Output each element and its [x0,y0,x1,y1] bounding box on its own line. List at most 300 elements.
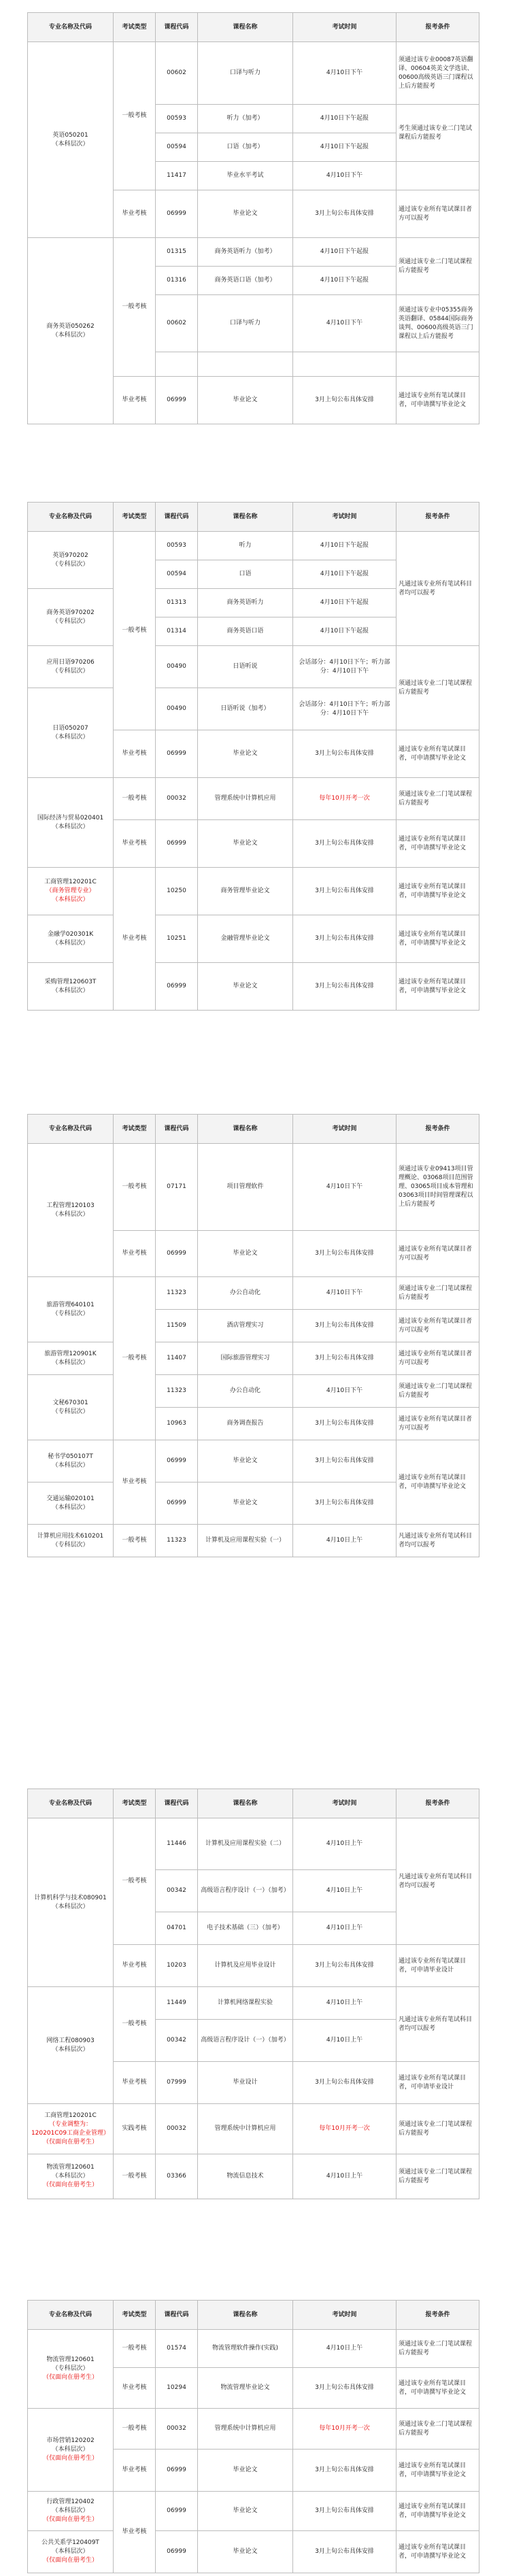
cell-note: （本科层次） [52,1903,89,1910]
cell-text: 国际经济与贸易020401 [37,814,104,821]
cell-text: 毕业考核 [122,396,147,403]
cell-note: （本科层次） [52,733,89,741]
table-row [28,1525,479,1557]
cell-text: 04701 [167,1925,186,1931]
table-cell [198,1525,293,1557]
table-cell [156,868,198,915]
table-cell [293,190,397,238]
table-cell [397,820,479,868]
cell-text: 毕业考核 [122,2079,147,2086]
table-row [28,868,479,915]
cell-text: 4月10日上午 [326,2037,363,2044]
cell-text: 10963 [167,1420,186,1427]
cell-text: 3月上旬公布具体安排 [315,1322,374,1329]
header-major: 专业名称及代码 [28,1115,114,1144]
table-cell [156,2062,198,2104]
cell-text: 4月10日下午 [326,172,363,179]
table-cell [198,1440,293,1482]
cell-text: 须通过该专业中05355商务英语翻译、05844国际商务谈判、00600高级英语三门课程以上后方能报考 [399,306,473,340]
cell-text: 00602 [167,320,186,326]
table-cell [293,2409,397,2450]
cell-text: 工商管理120201C [44,2112,97,2119]
table-cell [397,2492,479,2531]
table-cell [28,963,114,1011]
cell-text: 商务英语听力（加考） [214,248,276,255]
cell-text: 4月10日下午 [326,1387,363,1394]
table-cell [397,377,479,424]
table-cell [397,2330,479,2368]
table-row [28,778,479,820]
header-requirement: 报考条件 [397,2301,479,2330]
table-cell [156,1277,198,1310]
cell-text: 毕业考核 [122,1478,147,1485]
header-course-name: 课程名称 [198,2301,293,2330]
table-cell [198,1144,293,1231]
table-cell [156,295,198,352]
table-cell [293,963,397,1011]
table-header-row [28,503,479,532]
cell-text: 一般考核 [122,795,147,802]
table-cell [198,646,293,688]
table-cell [293,915,397,963]
cell-note: （本科层次） [52,939,89,947]
table-cell [156,1375,198,1408]
cell-note: （本科层次） [52,140,89,148]
cell-note: （专业调整为： [48,2120,92,2128]
table-cell [293,1870,397,1912]
table-cell [198,2368,293,2409]
cell-text: 00032 [167,2125,186,2132]
table-cell [28,2154,114,2199]
cell-text: 毕业考核 [122,2384,147,2391]
table-cell [397,1440,479,1525]
table-cell [293,162,397,190]
table-cell [293,1342,397,1375]
cell-text: 口译与听力 [229,320,260,326]
table-cell [198,915,293,963]
cell-text: 口译与听力 [229,69,260,76]
table-cell [198,2531,293,2573]
cell-note: （专科层次） [52,667,89,675]
cell-text: 凡通过该专业所有笔试科目者均可以报考 [399,1873,473,1889]
cell-text: 毕业考核 [122,935,147,942]
cell-text: 3月上旬公布具体安排 [315,840,374,847]
cell-text: 每年10月开考一次 [319,795,370,802]
exam-table-3 [27,1114,479,1557]
cell-text: 应用日语970206 [46,658,95,666]
table-cell [293,1277,397,1310]
cell-text: 4月10日下午起报 [320,571,369,577]
cell-text: 须通过该专业二门笔试课程后方能报考 [399,2340,473,2356]
table-cell [156,778,198,820]
table-cell [397,730,479,778]
cell-text: 旅游管理120901K [44,1350,97,1357]
table-cell [156,105,198,133]
table-cell [293,1945,397,1987]
table-cell [293,1818,397,1870]
table-cell [198,820,293,868]
table-cell [293,688,397,730]
table-cell [156,560,198,589]
exam-schedule-table [27,2300,479,2573]
header-exam-time: 考试时间 [293,1789,397,1818]
cell-text: 4月10日下午起报 [320,115,369,122]
table-cell [198,1277,293,1310]
table-cell [198,238,293,267]
table-cell [28,1375,114,1440]
header-major: 专业名称及代码 [28,503,114,532]
cell-text: 物流管理软件操作(实践) [212,2345,279,2352]
exam-table-2 [27,502,479,1011]
table-cell [114,1231,156,1277]
table-cell [28,1144,114,1277]
table-cell [156,352,198,377]
cell-text: 通过该专业所有笔试课目者，可申请撰写毕业论文 [399,930,467,947]
cell-text: 06999 [167,2507,186,2514]
cell-note: （专科层次） [52,1541,89,1548]
table-cell [156,532,198,560]
table-cell [114,2492,156,2573]
table-cell [28,2531,114,2573]
table-cell [293,42,397,105]
cell-text: 4月10日上午 [326,1887,363,1894]
table-cell [114,820,156,868]
table-cell [397,1231,479,1277]
table-cell [28,2330,114,2409]
cell-text: 听力（加考） [226,115,264,122]
cell-text: 公共关系学120409T [41,2539,99,2546]
cell-note: （本科层次） [52,823,89,830]
cell-text: 4月10日下午 [326,1183,363,1190]
table-cell [156,963,198,1011]
cell-text: 毕业论文 [233,983,258,989]
table-cell [156,1870,198,1912]
cell-text: 11449 [167,1999,186,2006]
table-cell [28,1818,114,1987]
table-cell [114,2104,156,2154]
table-cell [198,2330,293,2368]
cell-text: 物流管理120601 [46,2164,95,2171]
cell-note: （本科层次） [52,2173,89,2180]
cell-text: 管理系统中计算机应用 [214,2425,276,2432]
table-cell [156,2531,198,2573]
cell-text: 00490 [167,663,186,670]
cell-text: 4月10日下午起报 [320,248,369,255]
table-cell [114,190,156,238]
cell-note: （仅面向在册考生） [42,2374,98,2381]
header-exam-time: 考试时间 [293,13,397,42]
cell-note: （本科层次） [52,1210,89,1218]
cell-text: 每年10月开考一次 [319,2125,370,2132]
cell-text: 毕业论文 [233,210,258,217]
cell-text: 06999 [167,2548,186,2555]
cell-text: 毕业论文 [233,396,258,403]
table-cell [114,42,156,190]
table-cell [156,2020,198,2062]
table-cell [397,778,479,820]
table-cell [114,532,156,730]
cell-text: 计算机及应用课程实验（二） [205,1840,285,1847]
table-cell [156,1987,198,2020]
cell-text: 3月上旬公布具体安排 [315,1457,374,1464]
table-cell [293,1912,397,1945]
table-cell [28,2104,114,2154]
table-cell [397,2450,479,2492]
table-header-row [28,2301,479,2330]
cell-text: 毕业论文 [233,750,258,757]
cell-text: 3月上旬公布具体安排 [315,1250,374,1257]
table-cell [114,1277,156,1440]
cell-text: 4月10日上午 [326,2173,363,2180]
table-cell [293,2531,397,2573]
table-cell [114,2154,156,2199]
cell-text: 物流信息技术 [226,2173,264,2180]
table-cell [28,2409,114,2492]
cell-text: 11323 [167,1289,186,1296]
header-course-name: 课程名称 [198,13,293,42]
table-cell [156,688,198,730]
cell-text: 英语970202 [52,552,88,559]
cell-text: 11407 [167,1355,186,1361]
cell-text: 3月上旬公布具体安排 [315,750,374,757]
cell-note: （本科层次） [52,987,89,994]
table-cell [198,267,293,295]
table-cell [198,352,293,377]
table-header-row [28,1115,479,1144]
cell-text: 听力 [239,542,252,549]
cell-note: （仅面向在册考生） [42,2138,98,2146]
table-cell [198,105,293,133]
table-cell [397,1277,479,1310]
cell-text: 07171 [167,1183,186,1190]
cell-text: 日语听说 [233,663,258,670]
table-row [28,915,479,963]
cell-text: 07999 [167,2079,186,2086]
table-row [28,2409,479,2450]
cell-text: 通过该专业所有笔试课目者方可以报考 [399,1317,473,1334]
table-cell [28,1482,114,1525]
exam-schedule-table [27,1114,479,1557]
cell-text: 口语（加考） [226,143,264,150]
cell-text: 采购管理120603T [44,978,97,985]
cell-text: 3月上旬公布具体安排 [315,2384,374,2391]
cell-note: （商务管理专业） [46,887,95,894]
table-cell [397,868,479,915]
table-cell [156,1342,198,1375]
table-cell [397,2409,479,2450]
table-row [28,1375,479,1408]
table-cell [293,778,397,820]
cell-text: 凡通过该专业所有笔试科目者均可以报考 [399,2016,473,2032]
table-cell [293,730,397,778]
cell-text: 通过该专业所有笔试课目者方可以报考 [399,1245,473,1261]
header-exam-time: 考试时间 [293,503,397,532]
cell-text: 一般考核 [122,627,147,634]
cell-text: 3月上旬公布具体安排 [315,2507,374,2514]
cell-text: 工程管理120103 [46,1202,95,1209]
table-cell [293,1525,397,1557]
table-cell [114,1144,156,1231]
cell-text: 10203 [167,1962,186,1969]
cell-text: 国际旅游管理实习 [220,1355,270,1361]
cell-text: 会话部分：4月10日下午；听力部分：4月10日下午 [299,700,390,717]
cell-text: 06999 [167,210,186,217]
cell-text: 一般考核 [122,1183,147,1190]
cell-text: 须通过该专业二门笔试课程后方能报考 [399,2168,473,2184]
header-requirement: 报考条件 [397,503,479,532]
cell-text: 通过该专业所有笔试课目者，可申请撰写毕业论文 [399,2543,467,2560]
table-cell [293,2154,397,2199]
table-cell [156,238,198,267]
cell-text: 高级语言程序设计（一）（加考） [201,2037,290,2044]
cell-text: 一般考核 [122,2020,147,2027]
table-row [28,2104,479,2154]
table-cell [198,42,293,105]
cell-text: 高级语言程序设计（一）（加考） [201,1887,290,1894]
cell-text: 毕业考核 [122,1962,147,1969]
header-exam-time: 考试时间 [293,2301,397,2330]
cell-text: 06999 [167,1250,186,1257]
cell-text: 01314 [167,628,186,634]
cell-text: 须通过该专业二门笔试课程后方能报考 [399,679,473,696]
table-cell [198,868,293,915]
header-course-name: 课程名称 [198,1115,293,1144]
table-cell [293,532,397,560]
header-course-code: 课程代码 [156,13,198,42]
table-cell [293,1375,397,1408]
table-cell [397,646,479,730]
table-row [28,1987,479,2020]
table-cell [293,617,397,646]
cell-text: 通过该专业所有笔试课目者方可以报考 [399,1415,473,1431]
header-exam-type: 考试类型 [114,13,156,42]
table-cell [397,2531,479,2573]
table-cell [397,2154,479,2199]
cell-text: 商务调查报告 [226,1420,264,1427]
table-cell [28,688,114,778]
cell-text: 凡通过该专业所有笔试科目者均可以报考 [399,580,473,596]
table-row [28,1144,479,1231]
exam-schedule-table [27,502,479,1011]
cell-text: 毕业考核 [122,840,147,847]
table-row [28,238,479,267]
cell-text: 00032 [167,795,186,802]
cell-text: 3月上旬公布具体安排 [315,1355,374,1361]
cell-text: 01316 [167,277,186,284]
table-cell [28,1277,114,1342]
table-cell [293,560,397,589]
cell-text: 通过该专业所有笔试课目者，可申请撰写毕业论文 [399,978,467,994]
cell-text: 03366 [167,2173,186,2180]
cell-text: 毕业设计 [233,2079,258,2086]
table-cell [198,778,293,820]
table-cell [397,1342,479,1375]
table-row [28,2492,479,2531]
cell-text: 毕业考核 [122,750,147,757]
table-cell [198,190,293,238]
cell-text: 通过该专业所有笔试课目者，可申请撰写毕业论文 [399,1474,467,1490]
cell-text: 旅游管理640101 [46,1301,95,1308]
cell-text: 00593 [167,542,186,549]
cell-text: 3月上旬公布具体安排 [315,396,374,403]
table-row [28,2154,479,2199]
cell-text: 须通过该专业二门笔试课程后方能报考 [399,1285,473,1301]
table-row [28,646,479,688]
cell-text: 3月上旬公布具体安排 [315,935,374,942]
table-cell [156,1408,198,1440]
exam-table-1 [27,12,479,424]
table-cell [198,730,293,778]
header-course-code: 课程代码 [156,1789,198,1818]
exam-schedule-table [27,12,479,424]
table-row [28,963,479,1011]
table-cell [156,915,198,963]
table-cell [114,2409,156,2450]
cell-text: 4月10日下午起报 [320,628,369,634]
cell-text: 00342 [167,2037,186,2044]
table-cell [156,1912,198,1945]
cell-text: 通过该专业所有笔试课目者方可以报考 [399,1350,473,1366]
cell-text: 06999 [167,1457,186,1464]
table-cell [293,133,397,162]
table-cell [293,646,397,688]
cell-text: 通过该专业所有笔试课目者，可申请撰写毕业论文 [399,835,467,851]
cell-text: 00594 [167,571,186,577]
table-cell [28,238,114,424]
cell-text: 金融学020301K [47,930,94,938]
cell-note: （本科层次） [52,331,89,339]
table-cell [156,617,198,646]
cell-text: 行政管理120402 [46,2498,95,2505]
cell-text: 11417 [167,172,186,179]
cell-text: 06999 [167,983,186,989]
table-cell [293,868,397,915]
cell-note: （本科层次） [52,896,89,903]
table-row [28,1277,479,1310]
cell-text: 毕业考核 [122,2528,147,2535]
table-cell [198,1870,293,1912]
header-requirement: 报考条件 [397,1115,479,1144]
cell-text: 管理系统中计算机应用 [214,2125,276,2132]
table-header-row [28,13,479,42]
table-cell [114,238,156,377]
table-cell [28,778,114,868]
table-cell [198,532,293,560]
table-cell [293,1440,397,1482]
table-cell [28,1440,114,1482]
cell-text: 06999 [167,840,186,847]
cell-text: 通过该专业所有笔试课目者，可申请撰写毕业论文 [399,2379,467,2396]
table-cell [156,267,198,295]
cell-text: 00602 [167,69,186,76]
table-cell [198,589,293,617]
table-cell [397,105,479,162]
cell-text: 酒店管理实习 [226,1322,264,1329]
table-row [28,2330,479,2368]
cell-text: 3月上旬公布具体安排 [315,1962,374,1969]
table-cell [156,2330,198,2368]
cell-text: 通过该专业所有笔试课目者，可申请毕业设计 [399,2074,467,2090]
cell-text: 00490 [167,705,186,712]
table-cell [198,1912,293,1945]
cell-text: 毕业论文 [233,1457,258,1464]
cell-text: 通过该专业所有笔试课目者，可申请撰写毕业论文 [399,745,467,762]
table-cell [156,2409,198,2450]
cell-text: 4月10日下午起报 [320,599,369,606]
table-cell [114,1987,156,2062]
table-cell [397,190,479,238]
cell-text: 毕业水平考试 [226,172,264,179]
